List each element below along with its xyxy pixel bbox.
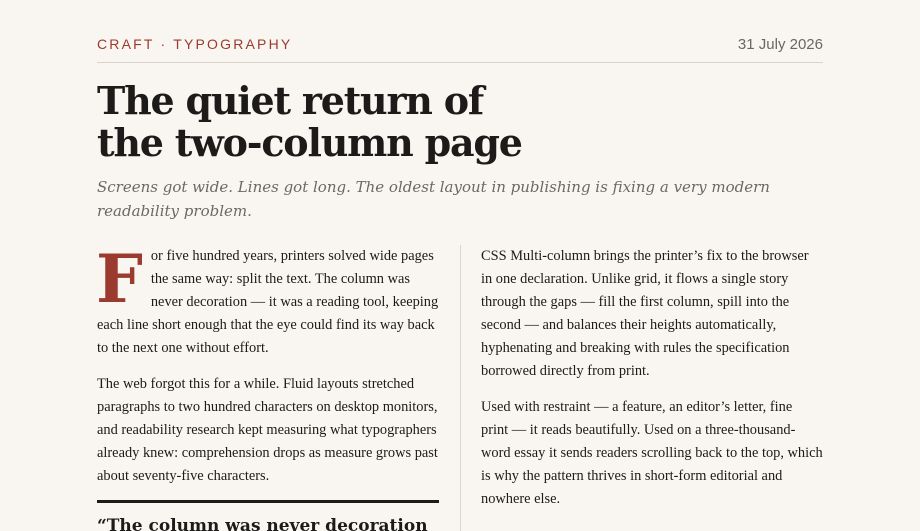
left-column (96, 240, 439, 501)
body-paragraph (96, 240, 439, 360)
drop-cap: F (96, 240, 143, 318)
body-paragraph: The web forgot this for a while. Fluid layouts stretched paragraphs to two hundred characters on desktop monitors, and readability research kept measuring what typographers already knew: comprehension drops as measure grows past about seventy-five characters. (97, 376, 438, 484)
article-title-line-1: The quiet return of (97, 78, 484, 123)
body-paragraph-text: or five hundred years, printers solved wide pages the same way: split the text. The column was never decoration — it was a reading tool, keeping each line short enough that the eye could find its way back to the next one without effort. (97, 248, 439, 356)
section-kicker[interactable]: CRAFT · TYPOGRAPHY (97, 36, 293, 52)
pullquote: “The column was never decoration (97, 516, 428, 531)
body-paragraph: CSS Multi-column brings the printer’s fix to the browser in one declaration. Unlike grid, it flows a single story through the gaps — fill the first column, spill into the second — and balances their heights automatically, hyphenating and breaking with rules the specification borrowed directly from print. (481, 248, 809, 379)
article-title-line-2: the two-column page (97, 120, 522, 165)
column-divider (460, 245, 461, 531)
article-title (97, 80, 522, 164)
right-column (481, 245, 823, 524)
header-divider (97, 62, 823, 63)
body-paragraph: Used with restraint — a feature, an editor’s letter, fine print — it reads beautifully. Used on a three-thousand-word essay it sends readers scrolling back to the top, which is why the pattern thrives in short-form editorial and nowhere else. (481, 399, 823, 507)
pullquote-rule (97, 500, 439, 503)
article-dek: Screens got wide. Lines got long. The oldest layout in publishing is fixing a very modern readability problem. (97, 178, 770, 220)
publish-date: 31 July 2026 (737, 36, 823, 53)
article-meta-bar (97, 36, 823, 53)
